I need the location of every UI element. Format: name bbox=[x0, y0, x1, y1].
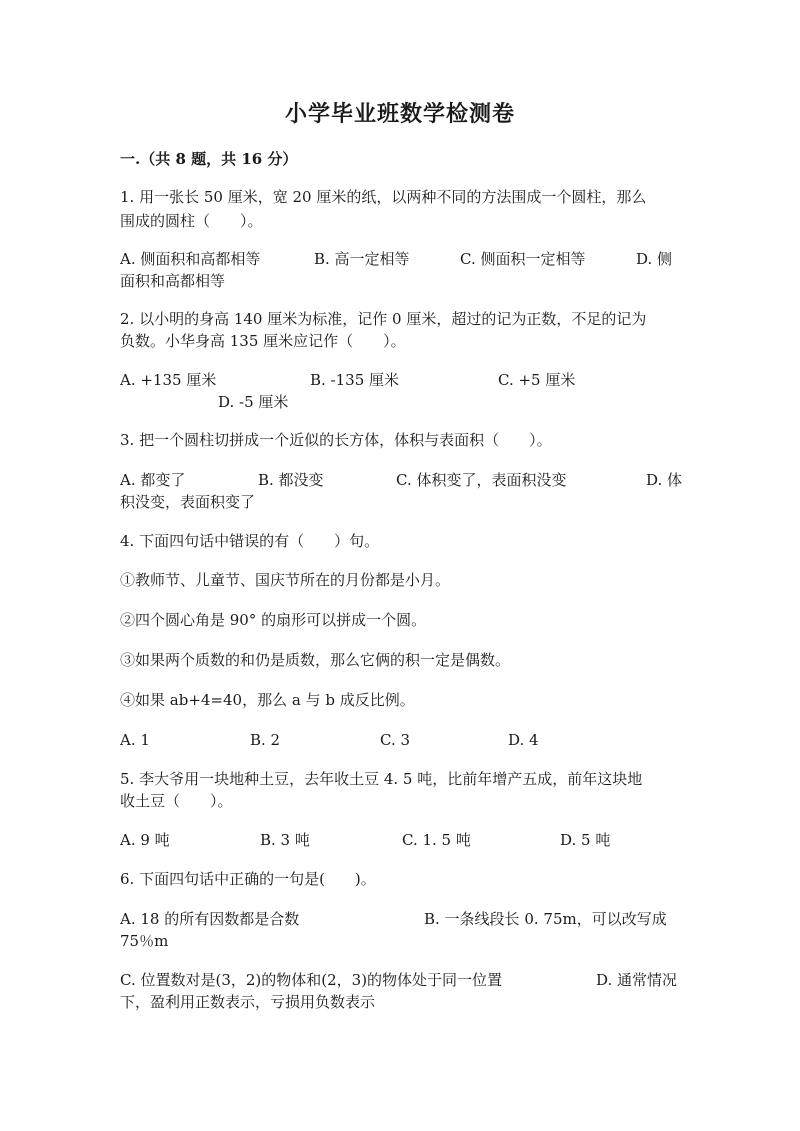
q4-statement-3: ③如果两个质数的和仍是质数，那么它俩的积一定是偶数。 bbox=[120, 651, 511, 669]
q6-stem: 6. 下面四句话中正确的一句是( )。 bbox=[120, 870, 376, 888]
q6-option-b: B. 一条线段长 0. 75m，可以改写成 bbox=[424, 910, 667, 928]
q2-stem-line2: 负数。小华身高 135 厘米应记作（ ）。 bbox=[120, 332, 406, 350]
q2-option-c: C. +5 厘米 bbox=[498, 371, 576, 389]
q4-option-c: C. 3 bbox=[380, 731, 411, 749]
section-header: 一.（共 8 题，共 16 分） bbox=[120, 150, 298, 168]
q1-option-d: D. 侧 bbox=[636, 250, 673, 268]
q3-option-d: D. 体 bbox=[646, 471, 683, 489]
q1-option-c: C. 侧面积一定相等 bbox=[460, 250, 586, 268]
q4-option-a: A. 1 bbox=[120, 731, 150, 749]
q3-option-c: C. 体积变了，表面积没变 bbox=[396, 471, 567, 489]
q1-stem-line1: 1. 用一张长 50 厘米，宽 20 厘米的纸，以两种不同的方法围成一个圆柱，那么 bbox=[120, 188, 647, 206]
q5-stem-line2: 收土豆（ ）。 bbox=[120, 792, 233, 810]
q4-statement-4: ④如果 ab+4=40，那么 a 与 b 成反比例。 bbox=[120, 691, 415, 709]
q1-option-a: A. 侧面积和高都相等 bbox=[120, 250, 261, 268]
q5-option-b: B. 3 吨 bbox=[260, 831, 310, 849]
q6-option-b-cont: 75％m bbox=[120, 932, 169, 950]
q4-option-b: B. 2 bbox=[250, 731, 281, 749]
q4-option-d: D. 4 bbox=[508, 731, 539, 749]
q1-stem-line2: 围成的圆柱（ ）。 bbox=[120, 212, 263, 230]
q3-option-a: A. 都变了 bbox=[120, 471, 186, 489]
q5-option-d: D. 5 吨 bbox=[560, 831, 611, 849]
q3-option-b: B. 都没变 bbox=[258, 471, 324, 489]
q5-option-a: A. 9 吨 bbox=[120, 831, 170, 849]
q2-stem-line1: 2. 以小明的身高 140 厘米为标准，记作 0 厘米，超过的记为正数，不足的记为 bbox=[120, 310, 647, 328]
q4-statement-1: ①教师节、儿童节、国庆节所在的月份都是小月。 bbox=[120, 571, 451, 589]
q3-option-d-cont: 积没变，表面积变了 bbox=[120, 493, 256, 511]
q1-option-d-cont: 面积和高都相等 bbox=[120, 272, 226, 290]
q5-option-c: C. 1. 5 吨 bbox=[402, 831, 471, 849]
q4-statement-2: ②四个圆心角是 90° 的扇形可以拼成一个圆。 bbox=[120, 611, 427, 629]
q6-option-d: D. 通常情况 bbox=[596, 971, 678, 989]
q6-option-a: A. 18 的所有因数都是合数 bbox=[120, 910, 300, 928]
q6-option-d-cont: 下，盈利用正数表示，亏损用负数表示 bbox=[120, 993, 376, 1011]
q4-stem: 4. 下面四句话中错误的有（ ）句。 bbox=[120, 532, 380, 550]
q6-option-c: C. 位置数对是(3，2)的物体和(2，3)的物体处于同一位置 bbox=[120, 971, 503, 989]
q2-option-a: A. +135 厘米 bbox=[120, 371, 217, 389]
q5-stem-line1: 5. 李大爷用一块地种土豆，去年收土豆 4. 5 吨，比前年增产五成，前年这块地 bbox=[120, 770, 643, 788]
page-title: 小学毕业班数学检测卷 bbox=[284, 101, 515, 127]
q2-option-b: B. -135 厘米 bbox=[310, 371, 400, 389]
q3-stem: 3. 把一个圆柱切拼成一个近似的长方体，体积与表面积（ ）。 bbox=[120, 431, 552, 449]
q1-option-b: B. 高一定相等 bbox=[314, 250, 410, 268]
q2-option-d: D. -5 厘米 bbox=[218, 393, 289, 411]
